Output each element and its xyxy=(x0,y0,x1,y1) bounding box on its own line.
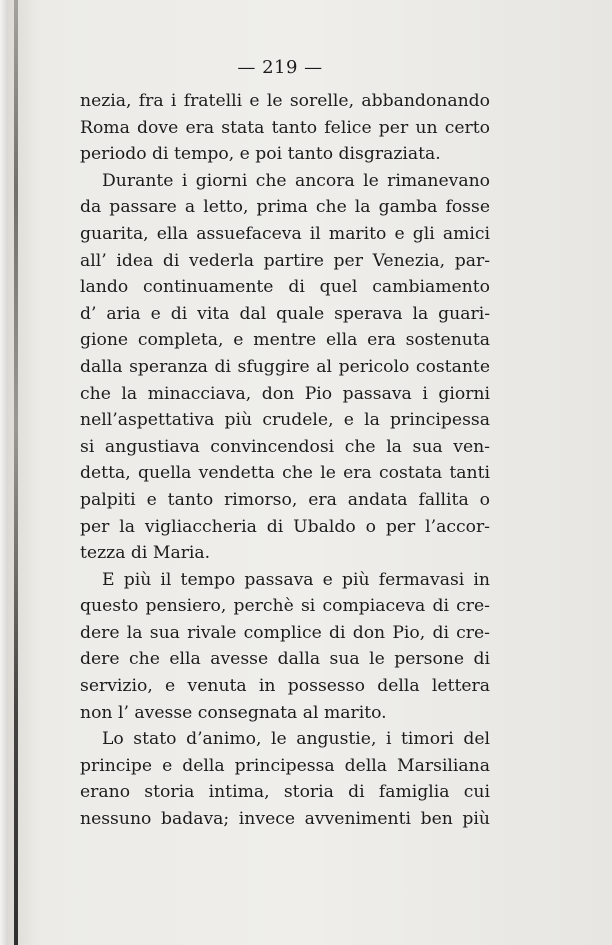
binding-edge xyxy=(14,0,18,945)
text-line: nell’aspettativa più crudele, e la principessa xyxy=(80,410,490,431)
text-line: da passare a letto, prima che la gamba fosse xyxy=(80,197,490,218)
text-line: si angustiava convincendosi che la sua ven- xyxy=(80,436,490,457)
text-line: dere che ella avesse dalla sua le persone di xyxy=(80,649,490,670)
text-line: tezza di Maria. xyxy=(80,543,211,564)
text-line: nezia, fra i fratelli e le sorelle, abbandonando xyxy=(80,91,490,111)
text-line: principe e della principessa della Marsiliana xyxy=(80,755,490,776)
text-line: all’ idea di vederla partire per Venezia, par- xyxy=(80,250,490,271)
page-gutter xyxy=(0,0,8,945)
page-number: — 219 — xyxy=(237,57,323,78)
text-line: gione completa, e mentre ella era sostenuta xyxy=(80,330,490,351)
text-line: dalla speranza di sfuggire al pericolo costante xyxy=(80,356,490,377)
text-line: per la vigliaccheria di Ubaldo o per l’accor- xyxy=(80,516,490,537)
text-line: dere la sua rivale complice di don Pio, di cre- xyxy=(80,622,490,643)
text-line: erano storia intima, storia di famiglia cui xyxy=(80,782,490,803)
text-line: che la minacciava, don Pio passava i giorni xyxy=(80,383,490,404)
text-line: servizio, e venuta in possesso della lettera xyxy=(80,676,490,697)
text-line: nessuno badava; invece avvenimenti ben più xyxy=(80,809,490,830)
text-line: Durante i giorni che ancora le rimanevano xyxy=(102,170,490,191)
text-line: non l’ avesse consegnata al marito. xyxy=(80,702,387,723)
text-line: d’ aria e di vita dal quale sperava la guari- xyxy=(80,303,490,324)
text-line: lando continuamente di quel cambiamento xyxy=(80,277,490,298)
text-line: Lo stato d’animo, le angustie, i timori del xyxy=(102,729,490,750)
text-line: guarita, ella assuefaceva il marito e gli amici xyxy=(80,223,490,244)
text-line: detta, quella vendetta che le era costata tanti xyxy=(80,463,490,484)
text-line: palpiti e tanto rimorso, era andata fallita o xyxy=(80,489,490,510)
text-line: questo pensiero, perchè si compiaceva di cre- xyxy=(80,596,490,617)
text-line: Roma dove era stata tanto felice per un certo xyxy=(80,117,490,138)
body-text xyxy=(80,88,490,833)
text-line: E più il tempo passava e più fermavasi in xyxy=(102,569,490,590)
text-line: periodo di tempo, e poi tanto disgraziata. xyxy=(80,144,441,165)
